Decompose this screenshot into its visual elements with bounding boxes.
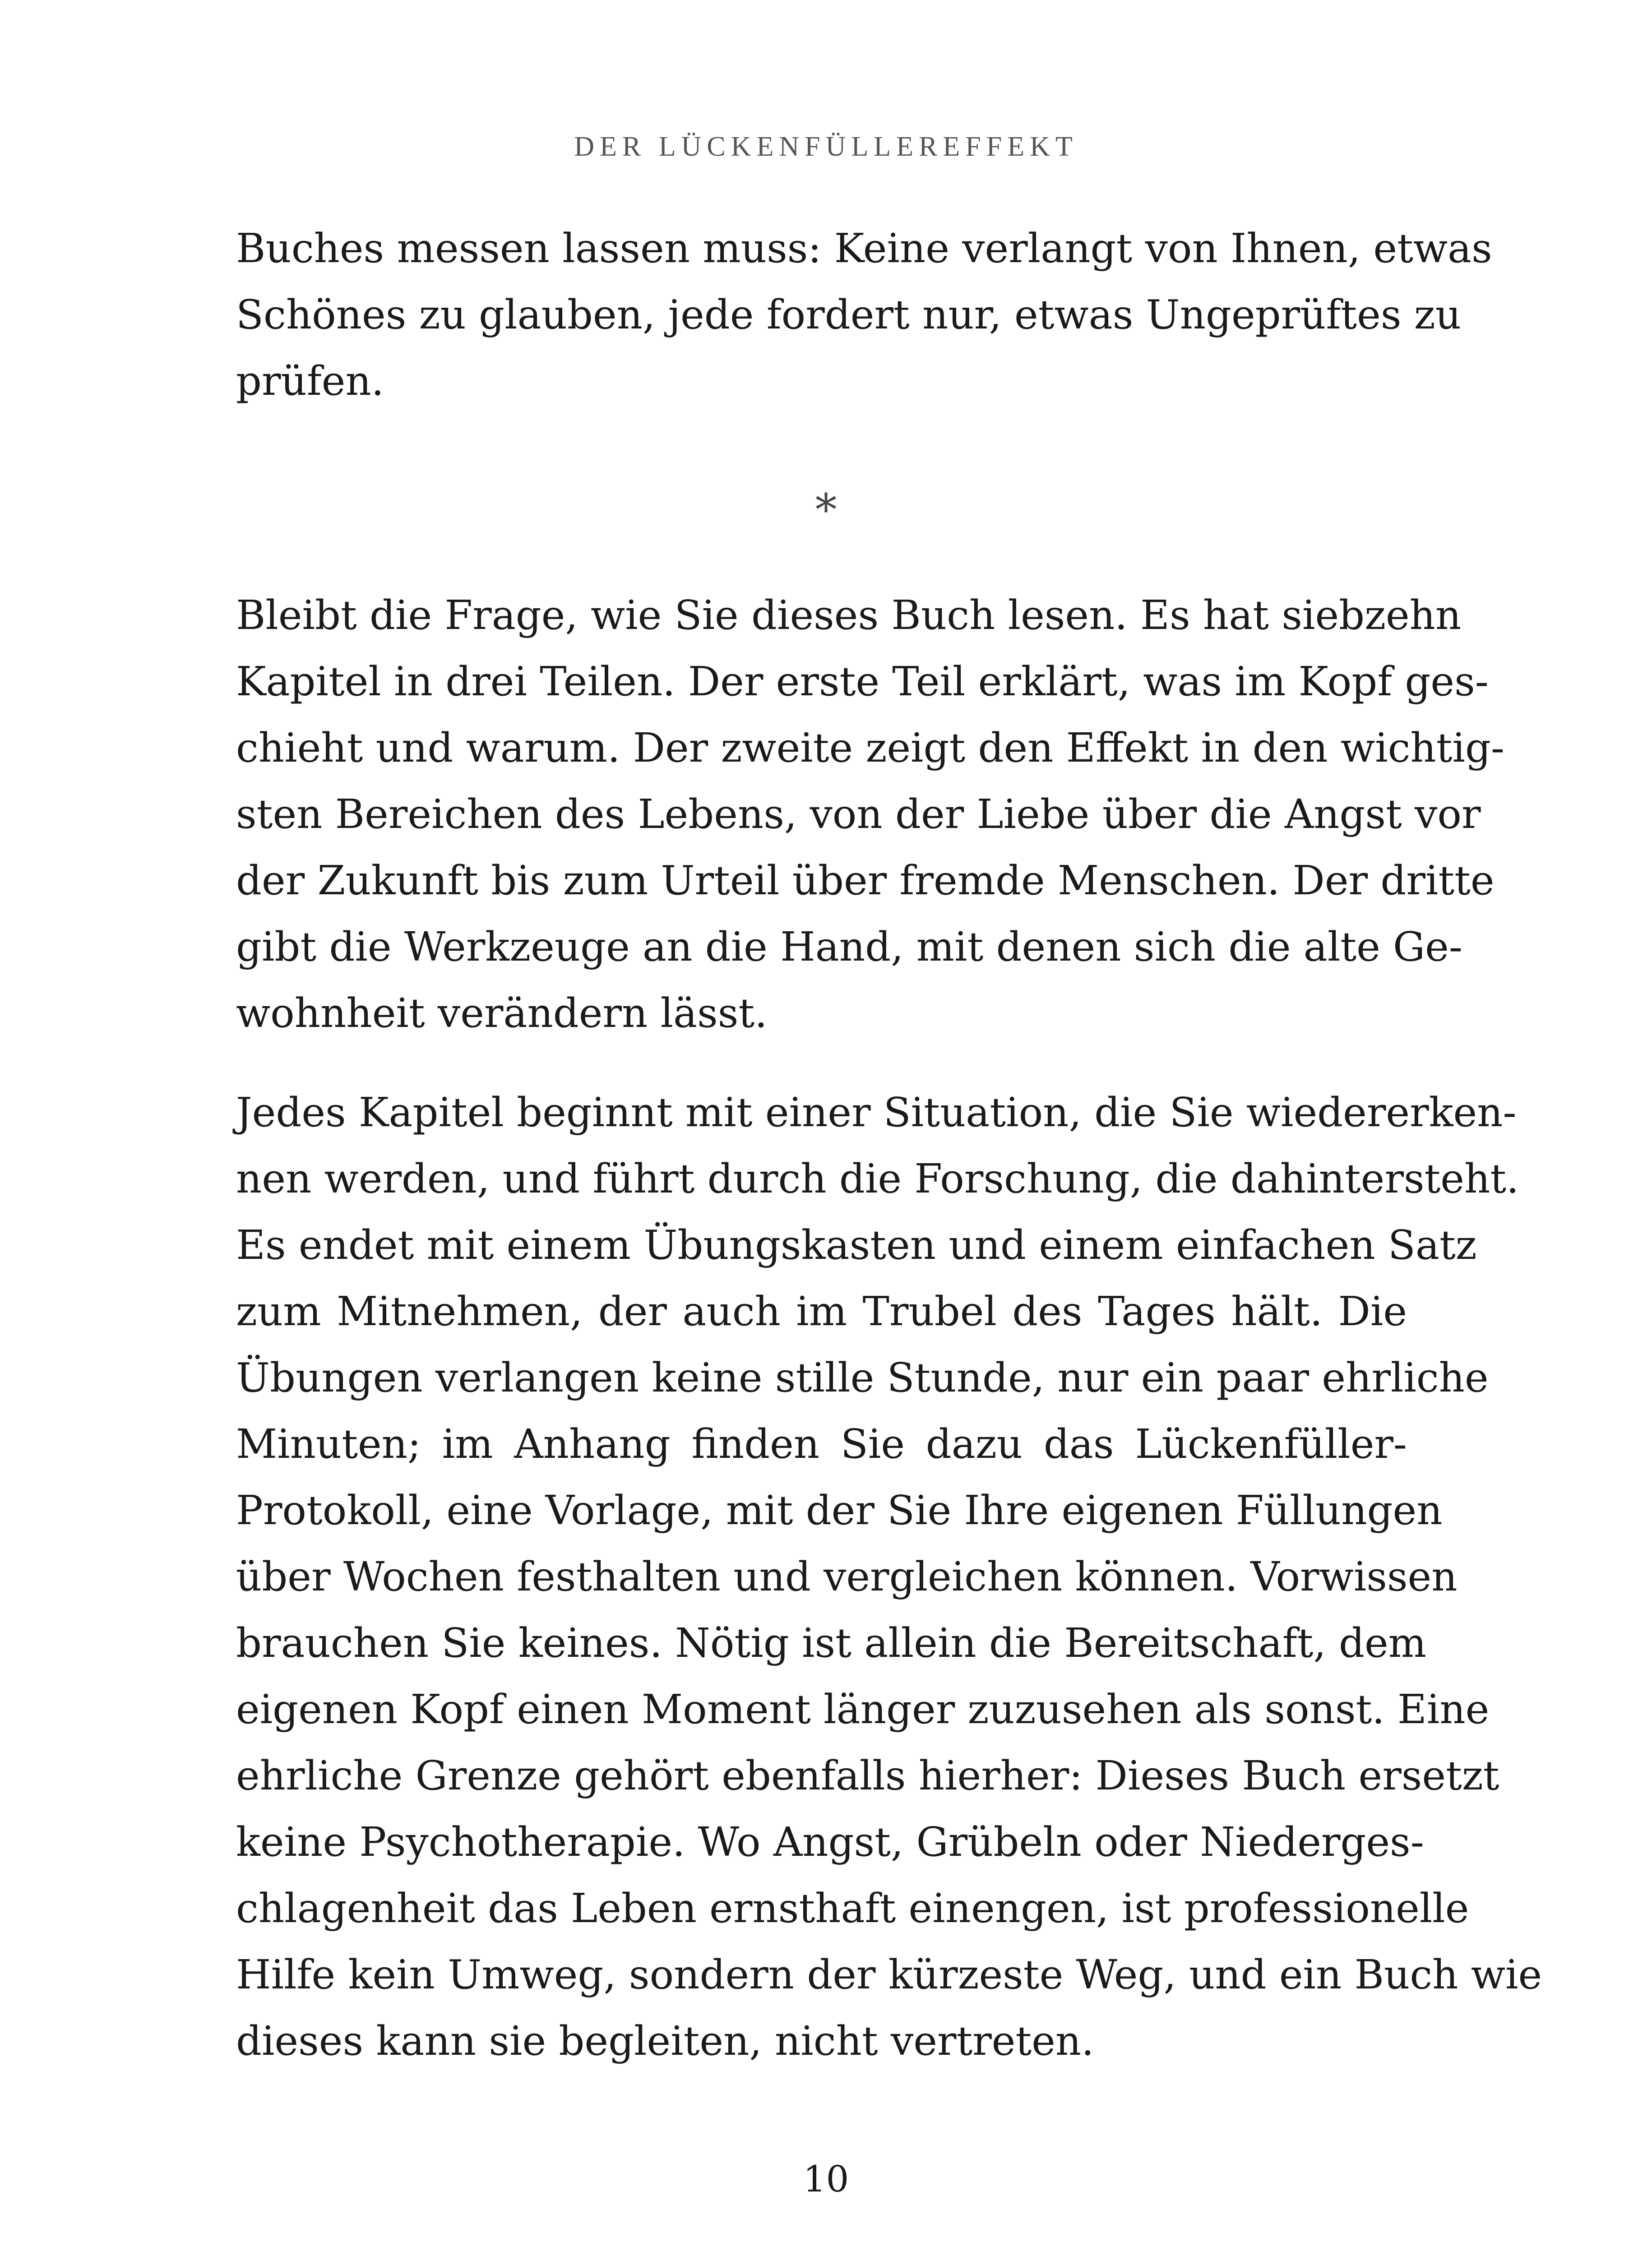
text-line: sten Bereichen des Lebens, von der Liebe über die Angst vor [236,791,1481,837]
text-line: über Wochen festhalten und vergleichen können. Vorwissen [236,1553,1458,1600]
text-line: Übungen verlangen keine stille Stunde, nur ein paar ehrliche [236,1354,1489,1401]
text-line: ehrliche Grenze gehört ebenfalls hierher: Dieses Buch ersetzt [236,1752,1499,1799]
text-line: Kapitel in drei Teilen. Der erste Teil erklärt, was im Kopf ges- [236,658,1489,705]
text-line: keine Psychotherapie. Wo Angst, Grübeln oder Niederges- [236,1818,1424,1865]
text-line: Es endet mit einem Übungskasten und einem einfachen Satz [236,1221,1477,1268]
paragraph-1 [236,215,1492,414]
text-line: Protokoll, eine Vorlage, mit der Sie Ihre eigenen Füllungen [236,1487,1443,1534]
section-break-ornament: ⁎ [815,471,837,522]
text-line: Minuten; im Anhang finden Sie dazu das Lückenfüller- [236,1420,1407,1467]
text-line: Jedes Kapitel beginnt mit einer Situation, die Sie wiedererken- [236,1089,1517,1136]
text-line: Bleibt die Frage, wie Sie dieses Buch lesen. Es hat siebzehn [236,592,1462,638]
page-number: 10 [803,2158,849,2200]
text-line: der Zukunft bis zum Urteil über fremde Menschen. Der dritte [236,857,1495,904]
text-line: dieses kann sie begleiten, nicht vertreten. [236,2017,1094,2064]
text-line: zum Mitnehmen, der auch im Trubel des Tages hält. Die [236,1288,1407,1335]
text-line: prüfen. [236,357,384,404]
text-line: nen werden, und führt durch die Forschung, die dahintersteht. [236,1155,1519,1202]
text-line: chlagenheit das Leben ernsthaft einengen, ist professionelle [236,1885,1469,1932]
text-line: gibt die Werkzeuge an die Hand, mit denen sich die alte Ge- [236,923,1462,970]
text-line: Buches messen lassen muss: Keine verlangt von Ihnen, etwas [236,225,1492,272]
paragraph-2 [236,582,1505,1046]
text-line: chieht und warum. Der zweite zeigt den Effekt in den wichtig- [236,724,1505,771]
text-line: Hilfe kein Umweg, sondern der kürzeste Weg, und ein Buch wie [236,1951,1542,1998]
text-line: brauchen Sie keines. Nötig ist allein die Bereitschaft, dem [236,1619,1427,1666]
text-line: wohnheit verändern lässt. [236,989,768,1036]
running-header: DER LÜCKENFÜLLEREFFEKT [574,131,1078,162]
paragraph-3 [236,1079,1542,2074]
text-line: eigenen Kopf einen Moment länger zuzusehen als sonst. Eine [236,1686,1490,1733]
text-line: Schönes zu glauben, jede fordert nur, etwas Ungeprüftes zu [236,291,1462,338]
